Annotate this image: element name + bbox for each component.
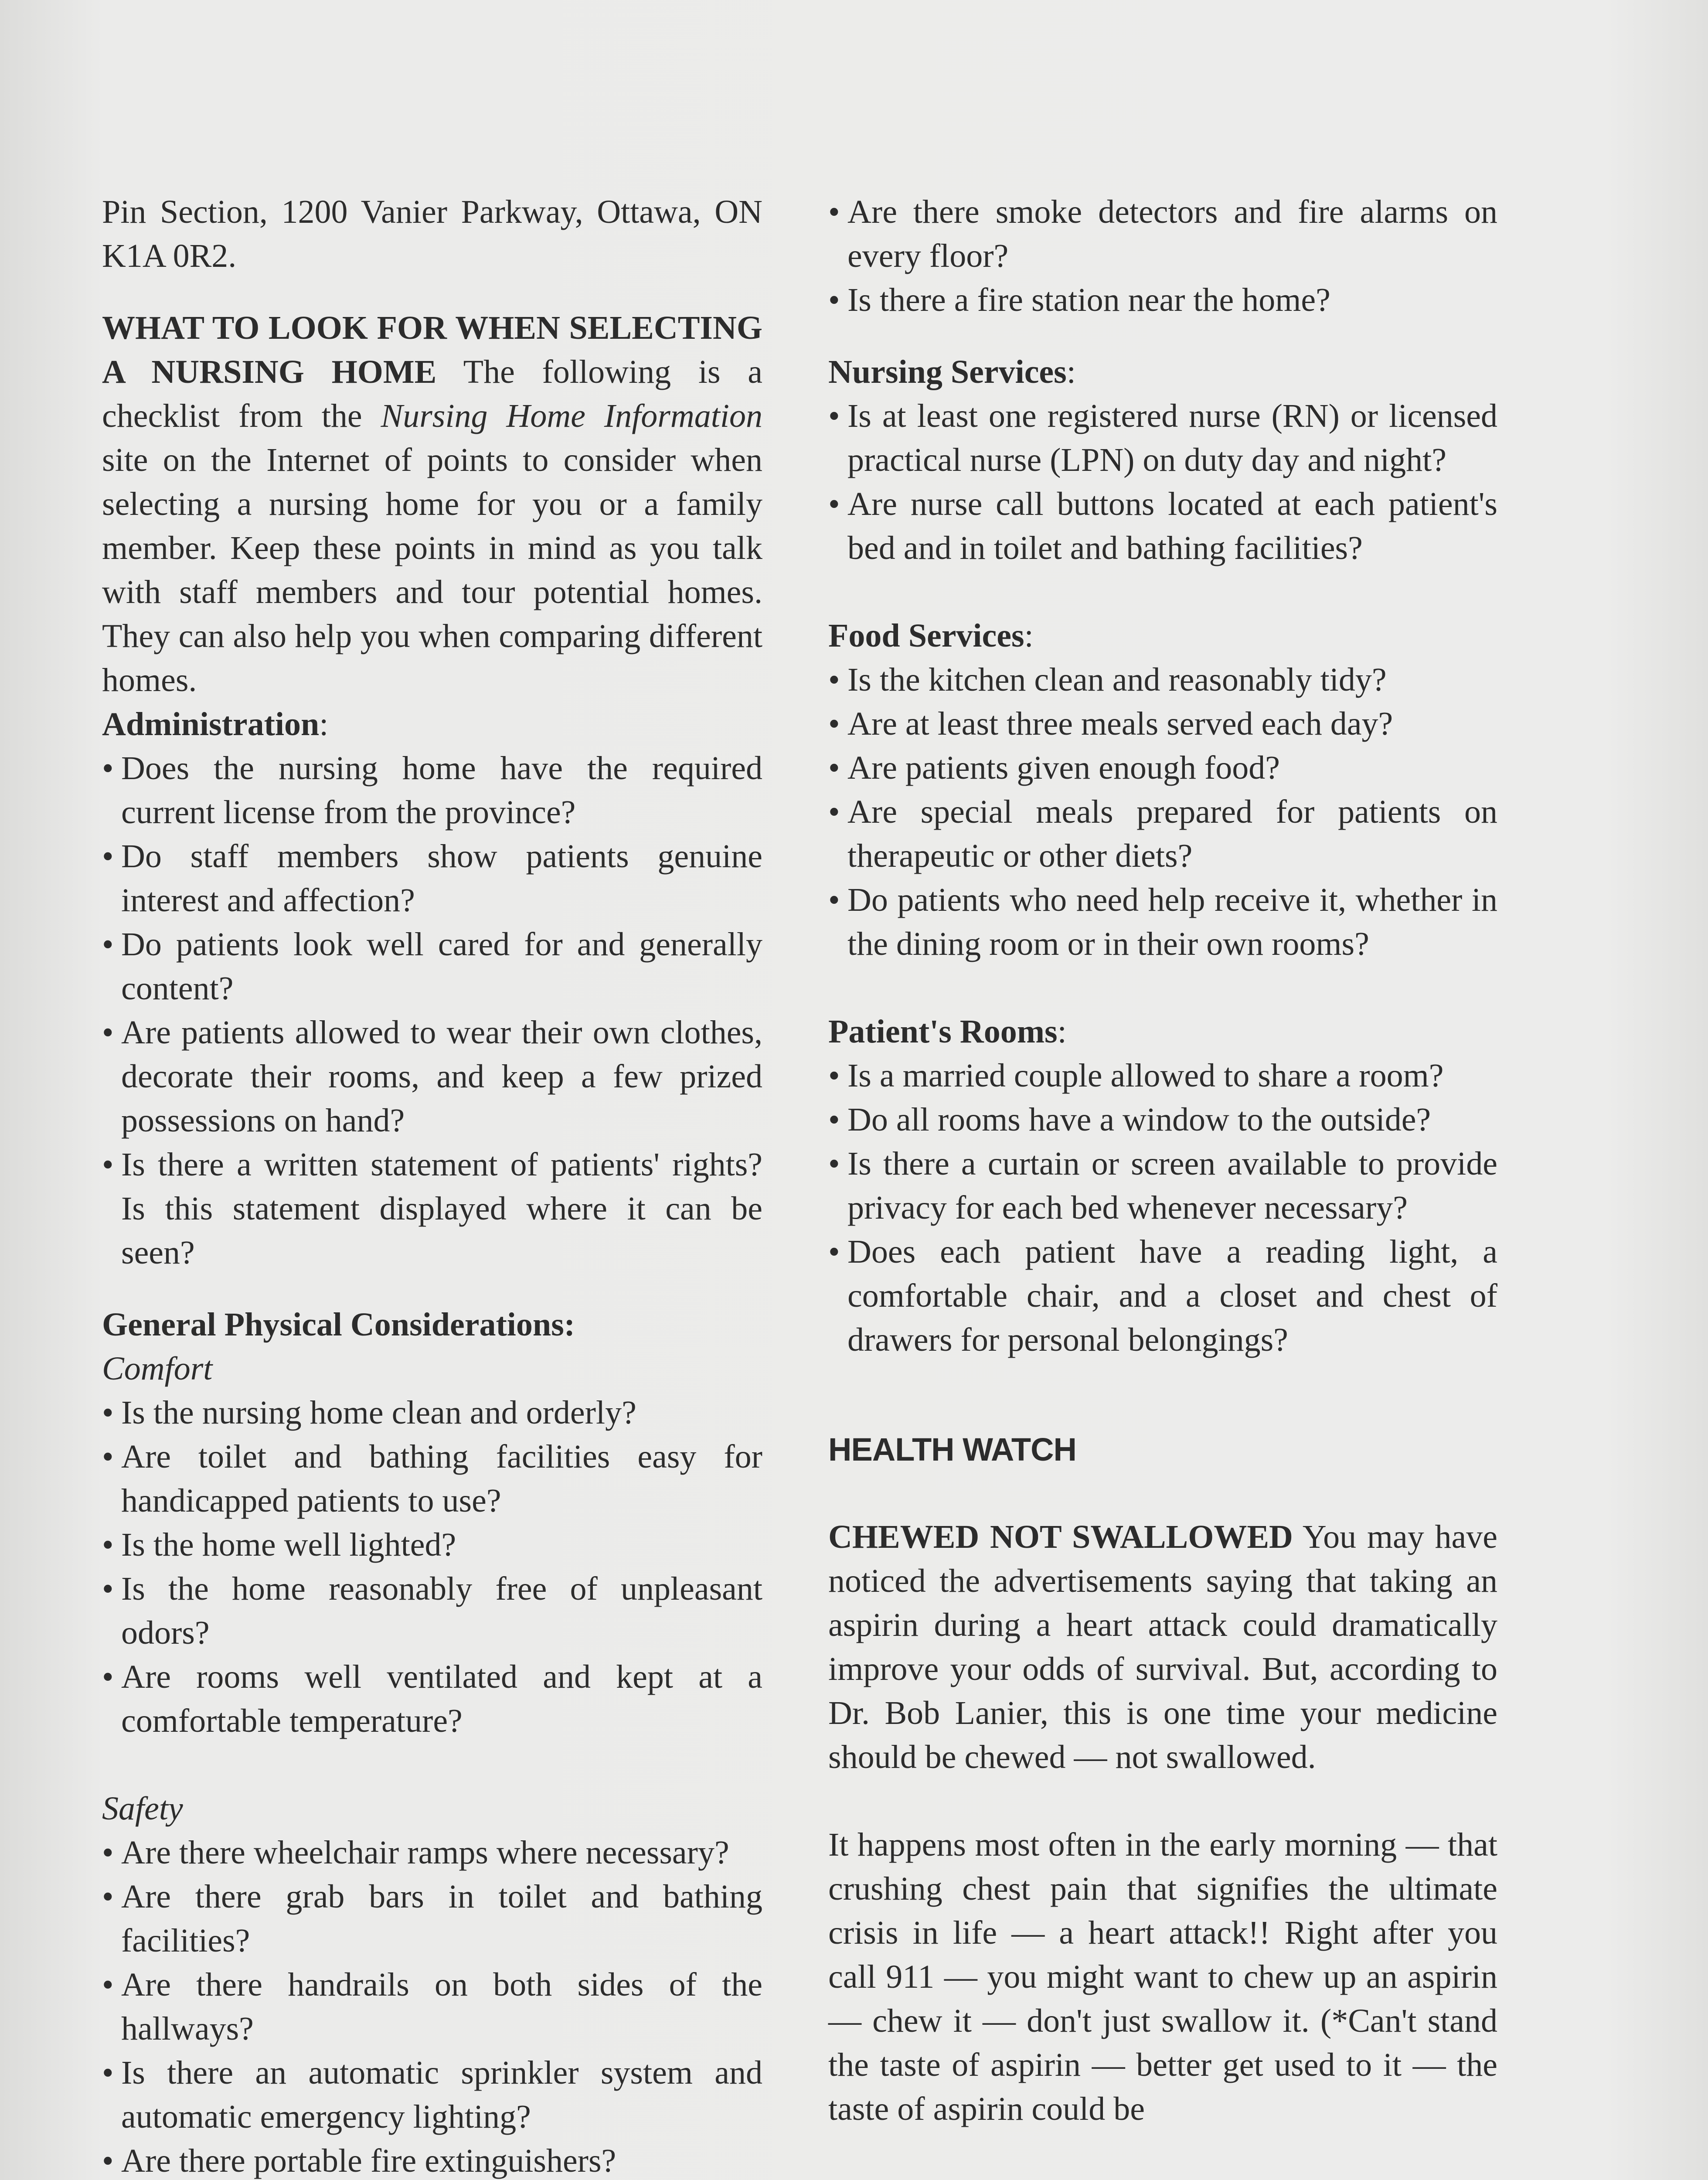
list-item: • Is the kitchen clean and reasonably tidy? [828,658,1497,702]
list-item: • Is there an automatic sprinkler system and automatic emergency lighting? [102,2051,762,2139]
food-heading-text: Food Services [828,617,1024,654]
list-item: • Do staff members show patients genuine interest and affection? [102,835,762,923]
rooms-heading-text: Patient's Rooms [828,1013,1058,1050]
checklist-text-1: The following is a checklist from the [102,354,762,434]
list-item: • Are patients given enough food? [828,746,1497,790]
health-watch-paragraph-1 [828,1515,1497,1779]
list-item: • Is the nursing home clean and orderly? [102,1391,762,1435]
administration-heading [102,702,762,746]
list-item: • Do patients who need help receive it, whether in the dining room or in their own rooms? [828,878,1497,966]
list-item: • Is there a fire station near the home? [828,278,1497,322]
list-item: • Are there smoke detectors and fire alarms on every floor? [828,190,1497,278]
left-column [102,190,762,2180]
list-item: • Do all rooms have a window to the outside? [828,1098,1497,1142]
nursing-list [828,394,1497,570]
list-item: • Are there portable fire extinguishers? [102,2139,762,2180]
nursing-colon: : [1066,354,1076,390]
list-item: • Is the home well lighted? [102,1523,762,1567]
nursing-heading-text: Nursing Services [828,354,1067,390]
list-item: • Is a married couple allowed to share a room? [828,1054,1497,1098]
health-watch-section-title: HEALTH WATCH [828,1431,1076,1468]
physical-heading: General Physical Considerations: [102,1306,575,1343]
list-item: • Is the home reasonably free of unpleasant odors? [102,1567,762,1655]
source-name: Nursing Home Information [381,398,762,434]
administration-heading-text: Administration [102,706,320,743]
list-item: • Are there handrails on both sides of the hallways? [102,1963,762,2051]
safety-continued-list [828,190,1497,322]
list-item: • Are nurse call buttons located at each patient's bed and in toilet and bathing facilities? [828,482,1497,570]
list-item: • Are special meals prepared for patients on therapeutic or other diets? [828,790,1497,878]
health-watch-paragraph-2: It happens most often in the early morning — that crushing chest pain that signifies the ultimate crisis in life — a heart attack!! Right after you call 911 — you might want to chew up an aspirin — chew it — don't just swallow it. (*Can't stand the taste of aspirin — better get used to it — the taste of aspirin could be [828,1826,1497,2127]
list-item: • Do patients look well cared for and generally content? [102,923,762,1011]
list-item: • Are patients allowed to wear their own clothes, decorate their rooms, and keep a few prized possessions on hand? [102,1011,762,1143]
list-item: • Does each patient have a reading light, a comfortable chair, and a closet and chest of drawers for personal belongings? [828,1230,1497,1362]
rooms-heading [828,1010,1497,1054]
rooms-list [828,1054,1497,1362]
safety-heading: Safety [102,1790,183,1827]
list-item: • Does the nursing home have the required current license from the province? [102,746,762,835]
comfort-heading: Comfort [102,1350,213,1387]
list-item: • Is there a curtain or screen available to provide privacy for each bed whenever necessary? [828,1142,1497,1230]
health-watch-heading: CHEWED NOT SWALLOWED [828,1519,1293,1555]
list-item: • Are toilet and bathing facilities easy for handicapped patients to use? [102,1435,762,1523]
checklist-heading: WHAT TO LOOK FOR WHEN SELECTING A NURSING HOME [102,310,762,390]
checklist-intro [102,306,762,702]
administration-list [102,746,762,1275]
list-item: • Is there a written statement of patients' rights? Is this statement displayed where it can be seen? [102,1143,762,1275]
comfort-list [102,1391,762,1743]
nursing-heading [828,350,1497,394]
list-item: • Are rooms well ventilated and kept at a comfortable temperature? [102,1655,762,1743]
safety-list [102,1831,762,2180]
list-item: • Is at least one registered nurse (RN) or licensed practical nurse (LPN) on duty day and night? [828,394,1497,482]
rooms-colon: : [1057,1013,1067,1050]
list-item: • Are there grab bars in toilet and bathing facilities? [102,1875,762,1963]
food-colon: : [1024,617,1034,654]
administration-colon: : [319,706,329,743]
list-item: • Are there wheelchair ramps where necessary? [102,1831,762,1875]
intro-address: Pin Section, 1200 Vanier Parkway, Ottawa, ON K1A 0R2. [102,194,762,274]
right-column [828,190,1497,2131]
list-item: • Are at least three meals served each day? [828,702,1497,746]
checklist-text-2: site on the Internet of points to consider when selecting a nursing home for you or a family member. Keep these points in mind as you talk with staff members and tour potential homes. They can also help you when comparing different homes. [102,442,762,698]
food-list [828,658,1497,966]
food-heading [828,614,1497,658]
health-watch-text-1: You may have noticed the advertisements saying that taking an aspirin during a heart attack could dramatically improve your odds of survival. But, according to Dr. Bob Lanier, this is one time your medicine should be chewed — not swallowed. [828,1519,1497,1775]
